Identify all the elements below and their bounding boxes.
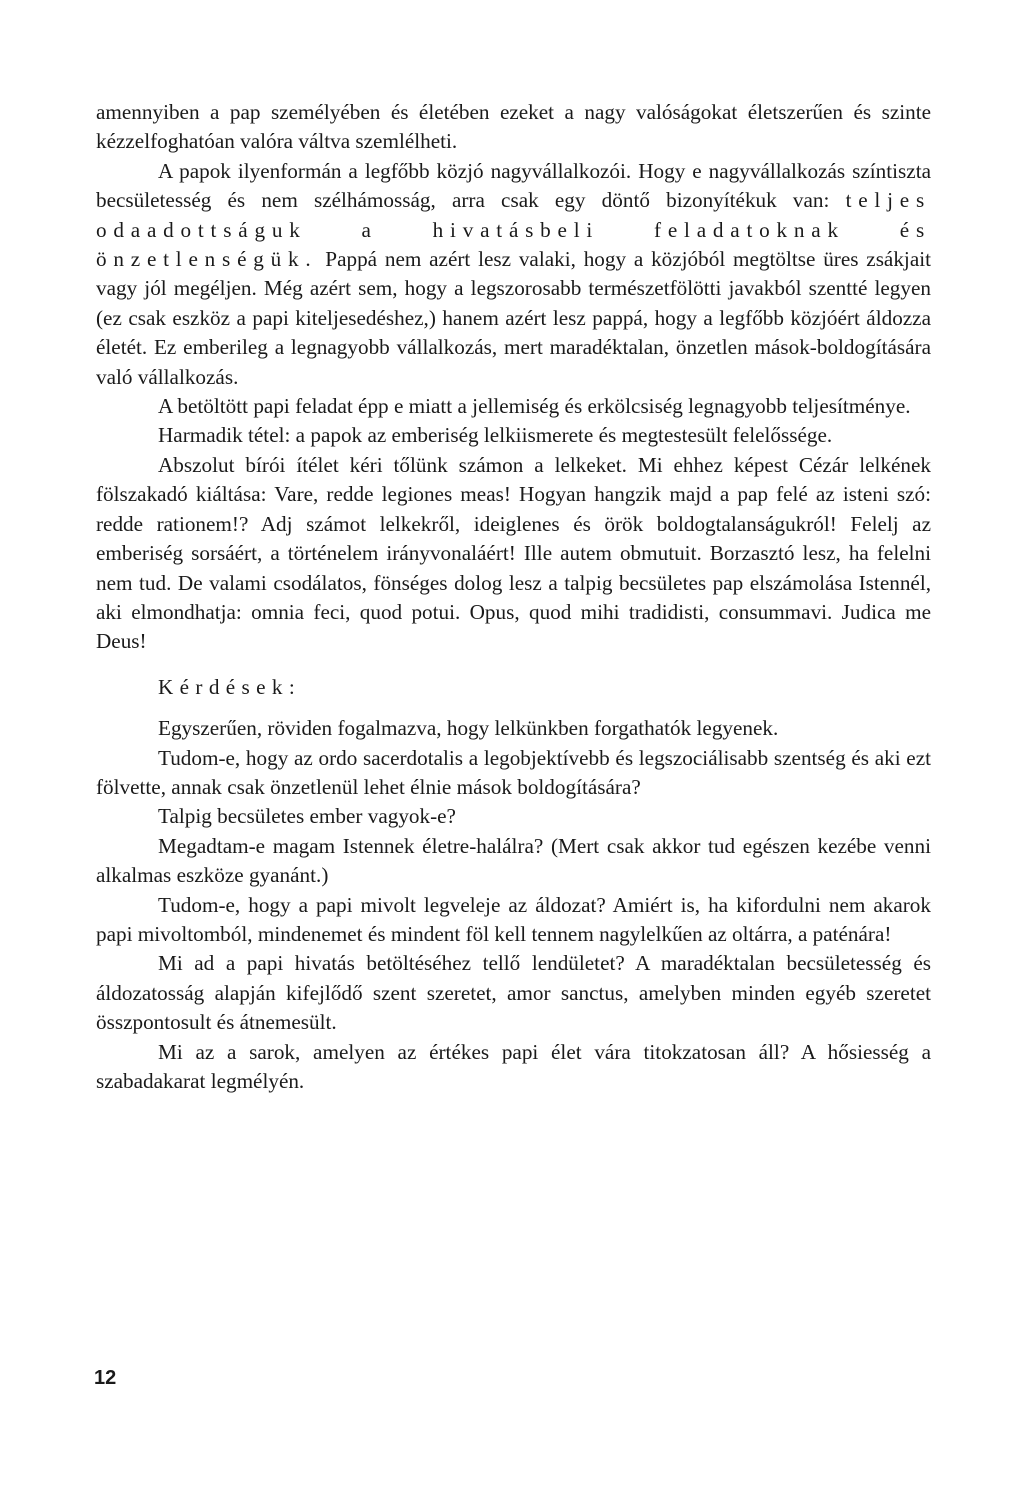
question-item: Tudom-e, hogy az ordo sacerdotalis a legobjektívebb és legszociálisabb szentség és aki ezt fölvette, annak csak önzetlenül lehet élnie mások boldogítására? [96,745,931,799]
question-item: Egyszerűen, röviden fogalmazva, hogy lelkünkben forgathatók legyenek. [158,716,779,741]
questions-heading: Kérdések: [158,674,302,699]
question-item: Tudom-e, hogy a papi mivolt legveleje az áldozat? Amiért is, ha kifordulni nem akarok papi mivoltomból, mindenemet és mindent föl kell tennem nagylelkűen az oltárra, a paténára! [96,892,931,946]
page-body [96,98,931,1096]
question-item: Megadtam-e magam Istennek életre-halálra? (Mert csak akkor tud egészen kezébe venni alkalmas eszköze gyanánt.) [96,833,931,888]
paragraph-continuation: amennyiben a pap személyében és életében ezeket a nagy valóságokat életszerűen és szinte kézzelfoghatóan valóra váltva szemlélheti. [96,100,931,154]
question-item: Mi ad a papi hivatás betöltéséhez tellő lendületet? A maradéktalan becsületesség és áldozatosság alapján kifejlődő szent szeretet, amor sanctus, amelyben minden egyéb szeretet összpontosult és átnemesült. [96,951,931,1035]
question-item: Talpig becsületes ember vagyok-e? [158,804,456,829]
paragraph-nagyvallalkozok [96,157,931,392]
page-number: 12 [94,1367,117,1389]
paragraph-text: A papok ilyenformán a legfőbb közjó nagyvállalkozói. Hogy e nagyvállalkozás színtiszta becsületesség és nem szélhámosság, arra csak egy döntő bizonyítékuk van: [96,158,931,213]
paragraph-text: Pappá nem azért lesz valaki, hogy a közjóból megtöltse üres zsákjait vagy jól megéljen. Még azért sem, hogy a legszorosabb természetfölötti javakból szentté legyen (ez csak eszköz a papi kiteljesedéshez,) hanem azért lesz pappá, hogy a legfőbb közjóért áldozza életét. Ez emberileg a legnagyobb vállalkozás, mert maradéktalan, önzetlen mások-boldogítására való vállalkozás. [96,247,931,389]
emphasized-text: teljes odaadottságuk a hivatásbeli feladatoknak és önzetlenségük. [96,188,931,272]
paragraph-papi-feladat: A betöltött papi feladat épp e miatt a jellemiség és erkölcsiség legnagyobb teljesítménye. [158,394,911,419]
paragraph-harmadik-tetel: Harmadik tétel: a papok az emberiség lelkiismerete és megtestesült felelőssége. [158,423,833,448]
question-item: Mi az a sarok, amelyen az értékes papi élet vára titokzatosan áll? A hősiesség a szabadakarat legmélyén. [96,1039,931,1093]
paragraph-birói-itelet: Abszolut bírói ítélet kéri tőlünk számon a lelkeket. Mi ehhez képest Cézár lelkének fölszakadó kiáltása: Vare, redde legiones meas! Hogyan hangzik majd a pap felé az isteni szó: redde rationem!? Adj számot lelkekről, ideiglenes és örök boldogtalanságukról! Felelj az emberiség sorsáért, a történelem irányvonaláért! Ille autem obmutuit. Borzasztó lesz, ha felelni nem tud. De valami csodálatos, fönséges dolog lesz a talpig becsületes pap elszámolása Istennél, aki elmondhatja: omnia feci, quod potui. Opus, quod mihi tradidisti, consummavi. Judica me Deus! [96,452,931,654]
